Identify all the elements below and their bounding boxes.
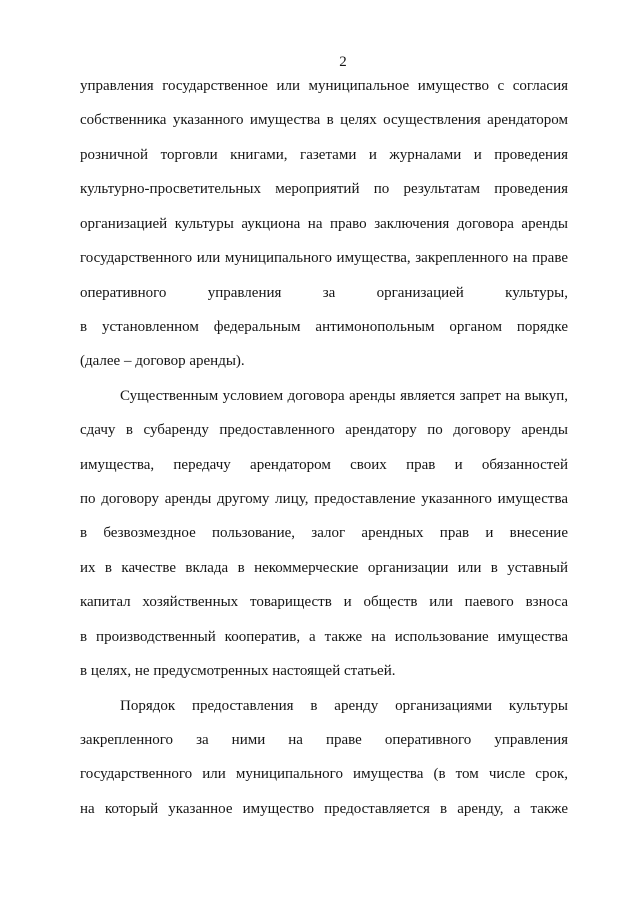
text-line: оперативного управления за организацией культуры,: [80, 284, 568, 301]
text-line: сдачу в субаренду предоставленного арендатору по договору аренды: [80, 422, 568, 439]
text-line: культурно-просветительных мероприятий по результатам проведения: [80, 181, 568, 198]
text-line: в установленном федеральным антимонопольным органом порядке: [80, 318, 568, 335]
paragraph: [80, 379, 568, 689]
text-line: в производственный кооператив, а также на использование имущества: [80, 628, 568, 645]
text-line: Порядок предоставления в аренду организациями культуры: [120, 697, 568, 714]
text-line: управления государственное или муниципальное имущество с согласия: [80, 78, 568, 94]
text-line: имущества, передачу арендатором своих прав и обязанностей: [80, 456, 568, 473]
text-line: на который указанное имущество предоставляется в аренду, а также: [80, 800, 568, 817]
text-line: их в качестве вклада в некоммерческие организации или в уставный: [80, 559, 568, 576]
text-line: государственного или муниципального имущества (в том числе срок,: [80, 766, 568, 783]
page-number: 2: [339, 54, 347, 70]
text-line: (далее – договор аренды).: [80, 353, 245, 370]
text-line: собственника указанного имущества в целях осуществления арендатором: [80, 112, 568, 129]
document-body: [80, 69, 568, 826]
text-line: Существенным условием договора аренды является запрет на выкуп,: [120, 387, 568, 404]
text-line: государственного или муниципального имущества, закрепленного на праве: [80, 250, 568, 267]
text-line: капитал хозяйственных товариществ и обществ или паевого взноса: [80, 594, 568, 611]
text-line: розничной торговли книгами, газетами и журналами и проведения: [80, 146, 568, 163]
paragraph: [80, 689, 568, 827]
text-line: в безвозмездное пользование, залог арендных прав и внесение: [80, 525, 568, 542]
text-line: по договору аренды другому лицу, предоставление указанного имущества: [80, 491, 568, 508]
text-line: закрепленного за ними на праве оперативного управления: [80, 732, 568, 749]
text-line: организацией культуры аукциона на право заключения договора аренды: [80, 215, 568, 232]
text-line: в целях, не предусмотренных настоящей статьей.: [80, 663, 396, 680]
paragraph: [80, 69, 568, 379]
